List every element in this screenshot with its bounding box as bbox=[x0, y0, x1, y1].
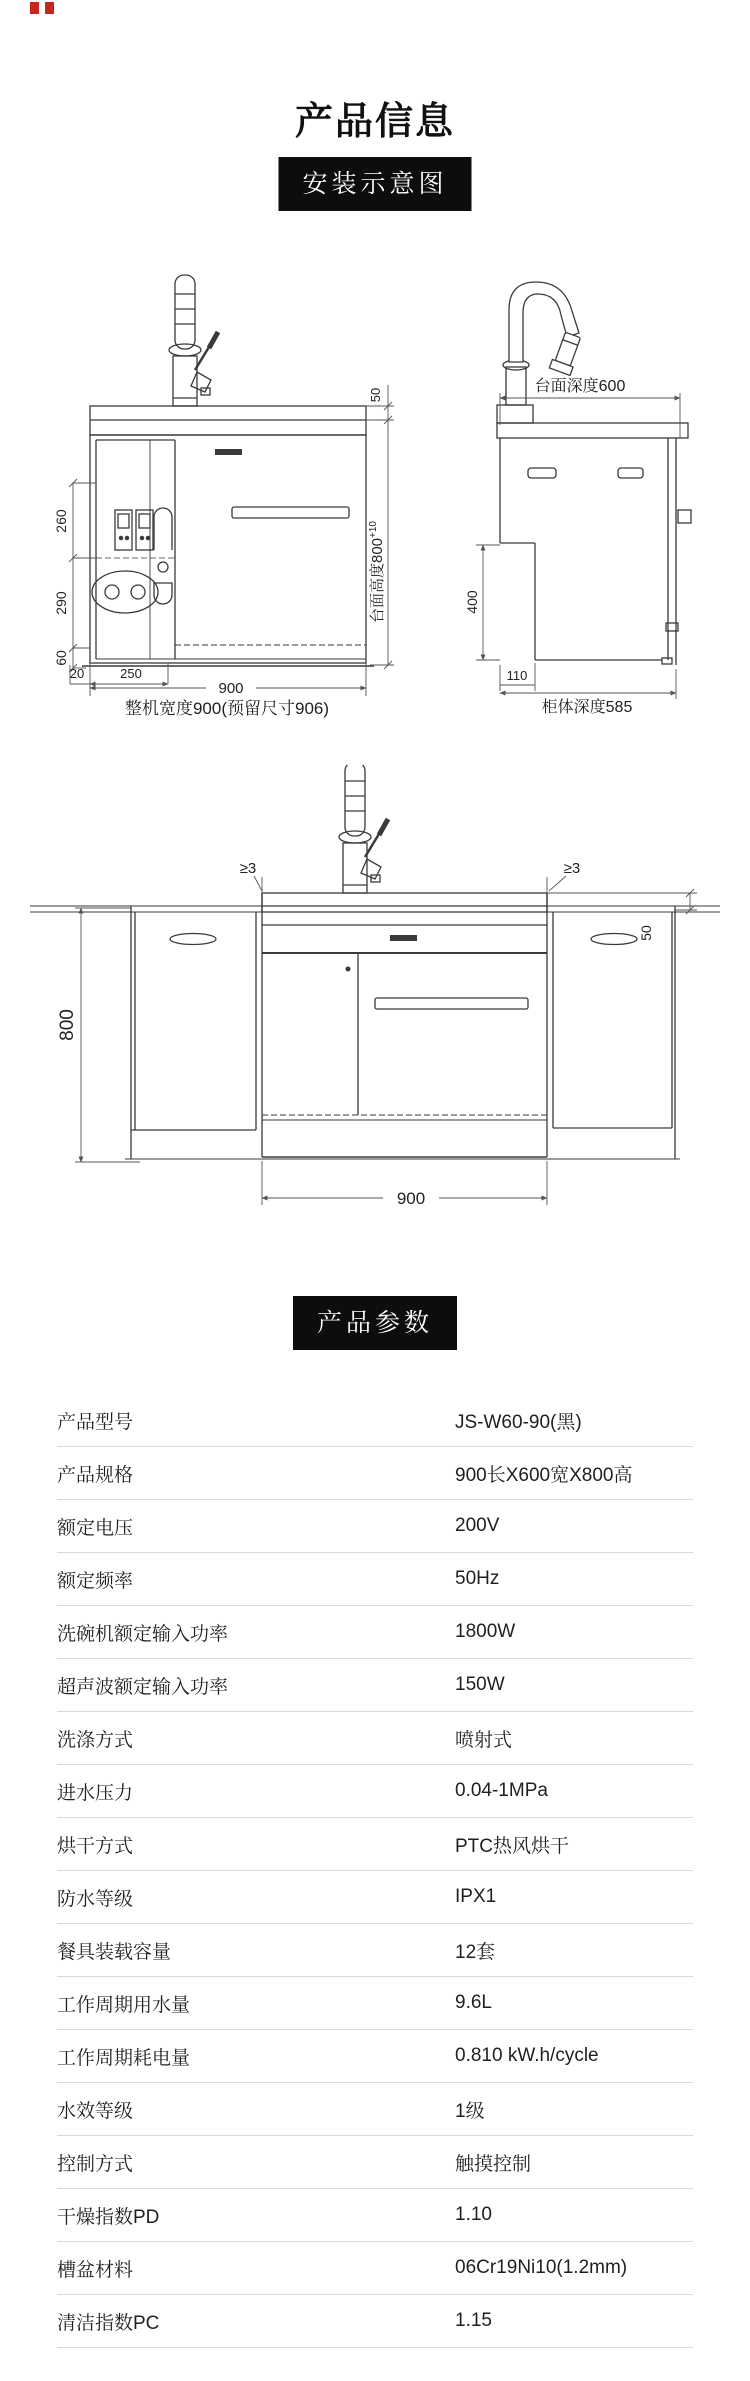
door-handle-slot bbox=[375, 998, 528, 1009]
dim-label-counter-height-sup: +10 bbox=[368, 521, 379, 538]
spec-row bbox=[57, 2083, 693, 2136]
spec-label: 清洁指数PC bbox=[57, 2312, 160, 2334]
spec-label: 产品型号 bbox=[57, 1411, 134, 1433]
spec-value: 12套 bbox=[455, 1941, 496, 1963]
spec-row bbox=[57, 1553, 693, 1606]
front-view-dimension-lines bbox=[69, 385, 394, 696]
dim-label-counter-height bbox=[368, 521, 386, 623]
spec-value: 9.6L bbox=[455, 1992, 492, 2013]
spec-value: JS-W60-90(黑) bbox=[455, 1411, 582, 1433]
spec-value: 1800W bbox=[455, 1621, 516, 1642]
spec-value: 0.04-1MPa bbox=[455, 1780, 548, 1801]
rear-bracket bbox=[678, 510, 691, 523]
spec-label: 洗涤方式 bbox=[57, 1729, 134, 1751]
drain-pipe bbox=[154, 508, 172, 550]
dim-label-gap-right: ≥3 bbox=[563, 860, 581, 877]
dim-label-50: 50 bbox=[638, 925, 654, 941]
dim-label-260: 260 bbox=[53, 509, 69, 533]
vent-slot bbox=[618, 468, 643, 478]
faucet-icon bbox=[339, 765, 388, 893]
spec-row bbox=[57, 1500, 693, 1553]
side-view-drawing bbox=[497, 282, 691, 665]
spec-label: 洗碗机额定输入功率 bbox=[57, 1623, 229, 1645]
dim-label-110: 110 bbox=[506, 668, 528, 683]
spec-row bbox=[57, 1765, 693, 1818]
side-view-dimension-lines bbox=[476, 393, 680, 699]
spec-value: 0.810 kW.h/cycle bbox=[455, 2045, 599, 2066]
spec-label: 干燥指数PD bbox=[57, 2206, 160, 2228]
side-view-dimension-labels bbox=[464, 377, 632, 716]
door-handle bbox=[591, 934, 637, 945]
dim-label-800: 800 bbox=[57, 1009, 78, 1041]
dim-label-290: 290 bbox=[53, 591, 69, 615]
vent-slot bbox=[528, 468, 556, 478]
spec-label: 餐具装载容量 bbox=[57, 1941, 172, 1963]
main-unit-front bbox=[262, 893, 547, 1157]
spec-row bbox=[57, 1924, 693, 1977]
dim-label-250: 250 bbox=[120, 666, 142, 681]
dim-label-400: 400 bbox=[464, 590, 480, 614]
side-view-caption: 柜体深度585 bbox=[541, 699, 633, 716]
section-badge-install: 安装示意图 bbox=[278, 157, 471, 211]
spec-label: 水效等级 bbox=[57, 2100, 134, 2122]
dim-label-60: 60 bbox=[53, 650, 69, 666]
right-neighbor-cabinet bbox=[553, 906, 675, 1159]
spec-label: 进水压力 bbox=[57, 1782, 134, 1804]
spec-value: 200V bbox=[455, 1515, 500, 1536]
spec-row bbox=[57, 1871, 693, 1924]
dim-label-counter-height-main: 台面高度800 bbox=[369, 537, 386, 623]
spec-value: 150W bbox=[455, 1674, 505, 1695]
spec-row bbox=[57, 2189, 693, 2242]
spec-value: 1级 bbox=[455, 2100, 485, 2122]
spec-table bbox=[57, 1394, 693, 2348]
spec-label: 工作周期用水量 bbox=[57, 1994, 191, 2016]
spec-label: 控制方式 bbox=[57, 2153, 134, 2175]
dim-label-counter-depth: 台面深度600 bbox=[534, 378, 626, 395]
combined-installation-view bbox=[30, 765, 720, 1210]
spec-label: 超声波额定输入功率 bbox=[57, 1676, 229, 1698]
spec-row bbox=[57, 2242, 693, 2295]
spec-row bbox=[57, 2295, 693, 2348]
spec-label: 烘干方式 bbox=[57, 1835, 134, 1857]
brand-mark bbox=[390, 935, 417, 941]
spec-label: 额定电压 bbox=[57, 1517, 134, 1539]
door-knob bbox=[346, 967, 351, 972]
left-neighbor-cabinet bbox=[131, 906, 256, 1159]
page-title: 产品信息 bbox=[294, 101, 455, 143]
spec-row bbox=[57, 1394, 693, 1447]
combined-view-drawing bbox=[30, 765, 720, 1159]
faucet-deck bbox=[497, 405, 533, 423]
spec-value: 06Cr19Ni10(1.2mm) bbox=[455, 2257, 628, 2278]
spec-value: IPX1 bbox=[455, 1886, 497, 1907]
countertop bbox=[262, 893, 547, 912]
spec-value: 900长X600宽X800高 bbox=[455, 1464, 633, 1486]
brand-mark bbox=[215, 449, 242, 455]
spec-row bbox=[57, 1977, 693, 2030]
countertop-side bbox=[497, 423, 688, 438]
front-view-drawing bbox=[82, 275, 374, 666]
pipe-holes-icon bbox=[92, 571, 158, 613]
spec-row bbox=[57, 1818, 693, 1871]
cabinet-foot bbox=[662, 658, 672, 664]
corner-mark bbox=[45, 2, 54, 14]
spec-row bbox=[57, 1606, 693, 1659]
installation-diagram bbox=[30, 255, 720, 730]
spec-label: 工作周期耗电量 bbox=[57, 2047, 191, 2069]
dim-label-gap-left: ≥3 bbox=[239, 860, 257, 877]
dim-label-900: 900 bbox=[396, 1189, 426, 1208]
corner-mark bbox=[30, 2, 39, 14]
spec-value: 1.10 bbox=[455, 2204, 492, 2225]
dim-label-20: 20 bbox=[69, 666, 85, 681]
spec-row bbox=[57, 2030, 693, 2083]
power-outlet-icon bbox=[115, 510, 132, 550]
dim-label-900: 900 bbox=[218, 680, 244, 697]
faucet-icon bbox=[169, 275, 218, 406]
dim-label-countertop-50: 50 bbox=[368, 387, 383, 403]
spec-label: 防水等级 bbox=[57, 1888, 134, 1910]
spec-value: PTC热风烘干 bbox=[455, 1835, 570, 1857]
spec-value: 1.15 bbox=[455, 2310, 492, 2331]
spec-row bbox=[57, 1447, 693, 1500]
front-view-caption: 整机宽度900(预留尺寸906) bbox=[124, 699, 330, 718]
door-handle bbox=[170, 934, 216, 945]
spec-label: 额定频率 bbox=[57, 1570, 134, 1592]
spec-row bbox=[57, 1712, 693, 1765]
front-view-dimension-labels bbox=[53, 388, 386, 718]
door-handle-slot bbox=[232, 507, 349, 518]
spec-row bbox=[57, 2136, 693, 2189]
spec-value: 触摸控制 bbox=[455, 2153, 532, 2175]
spec-label: 槽盆材料 bbox=[57, 2259, 134, 2281]
spec-row bbox=[57, 1659, 693, 1712]
spec-label: 产品规格 bbox=[57, 1464, 134, 1486]
section-badge-params: 产品参数 bbox=[293, 1296, 457, 1350]
spec-value: 50Hz bbox=[455, 1568, 500, 1589]
spec-value: 喷射式 bbox=[455, 1729, 513, 1751]
